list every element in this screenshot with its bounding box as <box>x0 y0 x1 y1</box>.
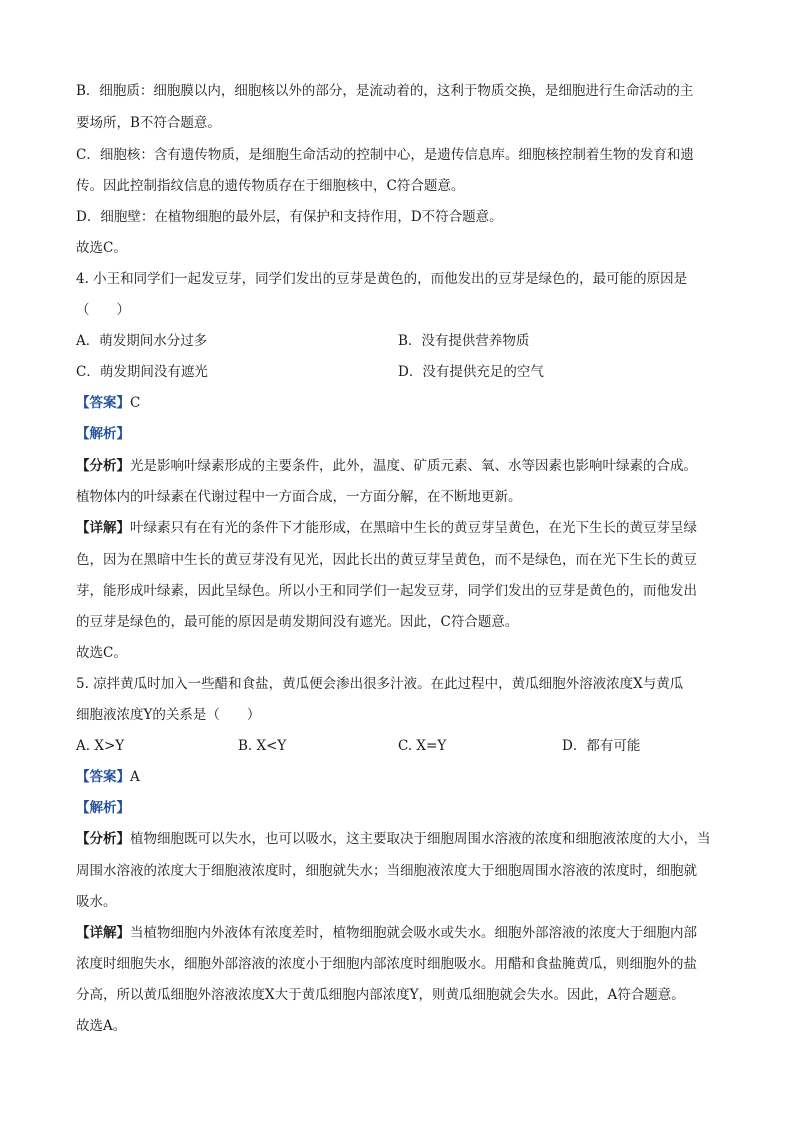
q5-xiangjie-line3: 分高，所以黄瓜细胞外溶液浓度X大于黄瓜细胞内部浓度Y，则黄瓜细胞就会失水。因此，A符合题意。 <box>76 987 685 1003</box>
q4-option-d: D．没有提供充足的空气 <box>398 364 544 380</box>
q5-xiangjie-line1 <box>76 923 726 943</box>
q4-option-a: A．萌发期间水分过多 <box>76 333 208 349</box>
q5-answer-tag: 【答案】 <box>76 769 130 785</box>
q4-answer-tag: 【答案】 <box>76 395 130 411</box>
q4-option-b: B．没有提供营养物质 <box>398 333 530 349</box>
q4-fenxi-line2: 植物体内的叶绿素在代谢过程中一方面合成，一方面分解，在不断地更新。 <box>76 489 522 505</box>
q3-conclusion: 故选C。 <box>76 240 127 256</box>
q5-xiangjie-line2: 浓度时细胞失水，细胞外部溶液的浓度小于细胞内部浓度时细胞吸水。用醋和食盐腌黄瓜，则细胞外的盐 <box>76 956 697 972</box>
q4-xiangjie-line3: 芽，能形成叶绿素，因此呈绿色。所以小王和同学们一起发豆芽，同学们发出的豆芽是黄色的，而他发出 <box>76 583 697 599</box>
q5-fenxi-text1: 植物细胞既可以失水，也可以吸水，这主要取决于细胞周围水溶液的浓度和细胞液浓度的大小，当 <box>130 831 711 847</box>
q4-answer <box>76 393 726 413</box>
q4-fenxi-text1: 光是影响叶绿素形成的主要条件，此外，温度、矿质元素、氧、水等因素也影响叶绿素的合成。 <box>130 458 697 474</box>
q3-option-c-explain-line2: 传。因此控制指纹信息的遗传物质存在于细胞核中，C符合题意。 <box>76 178 465 194</box>
q5-conclusion: 故选A。 <box>76 1018 127 1034</box>
q5-fenxi-tag: 【分析】 <box>76 831 130 847</box>
q5-analysis-heading <box>76 798 726 818</box>
q4-xiangjie-line4: 的豆芽是绿色的，最可能的原因是萌发期间没有遮光。因此，C符合题意。 <box>76 614 519 630</box>
q4-xiangjie-text1: 叶绿素只有在有光的条件下才能形成，在黑暗中生长的黄豆芽呈黄色，在光下生长的黄豆芽呈绿 <box>130 520 697 536</box>
q5-option-b: B. X<Y <box>238 738 287 754</box>
q5-stem-line1: 5. 凉拌黄瓜时加入一些醋和食盐，黄瓜便会渗出很多汁液。在此过程中，黄瓜细胞外溶液浓度X与黄瓜 <box>76 676 684 692</box>
q5-answer <box>76 767 726 787</box>
q4-conclusion: 故选C。 <box>76 645 127 661</box>
q4-option-c: C．萌发期间没有遮光 <box>76 364 208 380</box>
q4-xiangjie-line2: 色，因为在黑暗中生长的黄豆芽没有见光，因此长出的黄豆芽呈黄色，而不是绿色，而在光下生长的黄豆 <box>76 552 697 568</box>
q5-xiangjie-tag: 【详解】 <box>76 925 130 941</box>
q4-xiangjie-line1 <box>76 518 726 538</box>
q5-fenxi-line1 <box>76 829 726 849</box>
q5-option-d: D．都有可能 <box>562 738 641 754</box>
q3-option-b-explain-line2: 要场所，B不符合题意。 <box>76 115 221 131</box>
q4-xiangjie-tag: 【详解】 <box>76 520 130 536</box>
q3-option-b-explain-line1: B．细胞质：细胞膜以内，细胞核以外的部分，是流动着的，这利于物质交换，是细胞进行生命活动的主 <box>76 83 694 99</box>
q4-answer-value: C <box>130 395 141 411</box>
q5-fenxi-line2: 周围水溶液的浓度大于细胞液浓度时，细胞就失水；当细胞液浓度大于细胞周围水溶液的浓度时，细胞就 <box>76 863 697 879</box>
q3-option-c-explain-line1: C．细胞核：含有遗传物质，是细胞生命活动的控制中心，是遗传信息库。细胞核控制着生物的发育和遗 <box>76 147 694 163</box>
q5-analysis-tag: 【解析】 <box>76 800 130 816</box>
q5-answer-value: A <box>130 769 140 785</box>
q4-stem-line1: 4. 小王和同学们一起发豆芽，同学们发出的豆芽是黄色的，而他发出的豆芽是绿色的，最可能的原因是 <box>76 271 688 287</box>
q5-fenxi-line3: 吸水。 <box>76 894 117 910</box>
q4-analysis-tag: 【解析】 <box>76 426 130 442</box>
q3-option-d-explain: D．细胞壁：在植物细胞的最外层，有保护和支持作用，D不符合题意。 <box>76 209 503 225</box>
q5-xiangjie-text1: 当植物细胞内外液体有浓度差时，植物细胞就会吸水或失水。细胞外部溶液的浓度大于细胞内部 <box>130 925 697 941</box>
q4-fenxi-tag: 【分析】 <box>76 458 130 474</box>
q4-fenxi-line1 <box>76 456 726 476</box>
q5-stem-line2: 细胞液浓度Y的关系是（ ） <box>76 707 261 723</box>
q5-option-c: C. X=Y <box>398 738 447 754</box>
q4-analysis-heading <box>76 424 726 444</box>
q5-option-a: A. X>Y <box>76 738 125 754</box>
q4-stem-line2: （ ） <box>76 302 130 318</box>
